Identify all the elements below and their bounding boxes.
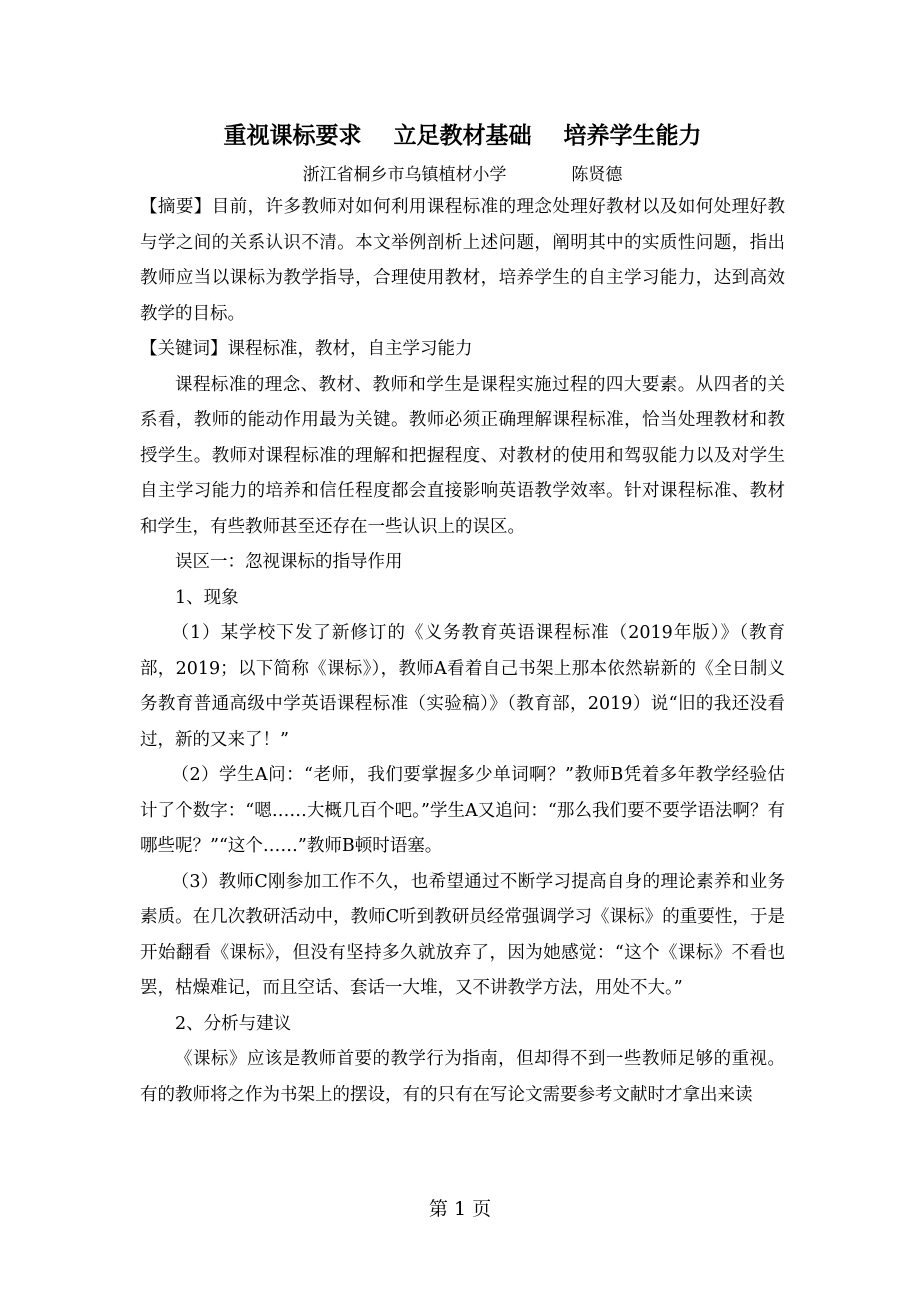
case-paragraph-2: （2）学生A问：“老师，我们要掌握多少单词啊？”教师B凭着多年教学经验估计了个数字：“嗯……大概几百个吧。”学生A又追问：“那么我们要不要学语法啊？有哪些呢？”“这个……”教师B顿时语塞。 — [140, 765, 785, 856]
intro-paragraph: 课程标准的理念、教材、教师和学生是课程实施过程的四大要素。从四者的关系看，教师的能动作用最为关键。教师必须正确理解课程标准，恰当处理教材和教授学生。教师对课程标准的理解和把握程度、对教材的使用和驾驭能力以及对学生自主学习能力的培养和信任程度都会直接影响英语教学效率。针对课程标准、教材和学生，有些教师甚至还存在一些认识上的误区。 — [140, 374, 785, 537]
author-line: 浙江省桐乡市乌镇植材小学 陈贤德 — [302, 165, 623, 185]
abstract-paragraph: 【摘要】目前，许多教师对如何利用课程标准的理念处理好教材以及如何处理好教与学之间的关系认识不清。本文举例剖析上述问题，阐明其中的实质性问题，指出教师应当以课标为教学指导，合理使用教材，培养学生的自主学习能力，达到高效教学的目标。 — [140, 197, 785, 324]
page-number-footer: 第 1 页 — [428, 1198, 492, 1220]
subheading-analysis: 2、分析与建议 — [175, 1013, 292, 1034]
subheading-phenomenon: 1、现象 — [175, 587, 239, 608]
analysis-paragraph: 《课标》应该是教师首要的教学行为指南，但却得不到一些教师足够的重视。有的教师将之作为书架上的摆设，有的只有在写论文需要参考文献时才拿出来读 — [140, 1049, 785, 1105]
document-body — [140, 116, 785, 1113]
document-title: 重视课标要求 立足教材基础 培养学生能力 — [223, 122, 702, 149]
keywords-paragraph: 【关键词】课程标准，教材，自主学习能力 — [140, 339, 473, 359]
case-paragraph-3: （3）教师C刚参加工作不久，也希望通过不断学习提高自身的理论素养和业务素质。在几次教研活动中，教师C听到教研员经常强调学习《课标》的重要性，于是开始翻看《课标》，但没有坚持多久就放弃了，因为她感觉：“这个《课标》不看也罢，枯燥难记，而且空话、套话一大堆，又不讲教学方法，用处不大。” — [140, 871, 785, 998]
case-paragraph-1: （1）某学校下发了新修订的《义务教育英语课程标准（2019年版）》（教育部，2019；以下简称《课标》），教师A看着自己书架上那本依然崭新的《全日制义务教育普通高级中学英语课程标准（实验稿）》（教育部，2019）说“旧的我还没看过，新的又来了！” — [140, 623, 785, 750]
section-heading-misconception-1: 误区一：忽视课标的指导作用 — [175, 552, 403, 572]
